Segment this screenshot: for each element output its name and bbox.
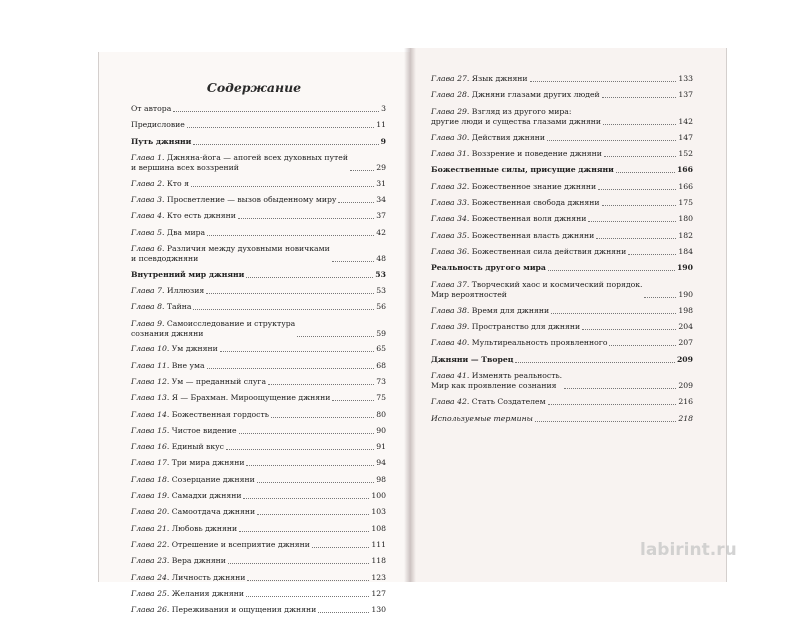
- toc-chapter-label: Глава 32.: [431, 181, 470, 191]
- toc-page-number: 80: [376, 409, 386, 419]
- toc-entry-text: [131, 589, 244, 599]
- toc-leader-dots: [530, 81, 677, 82]
- toc-title: Содержание: [206, 80, 302, 95]
- toc-entry: [131, 302, 386, 312]
- toc-entry-text: [131, 286, 204, 296]
- toc-page-number: 123: [371, 572, 386, 582]
- toc-entry: [131, 244, 386, 264]
- toc-chapter-label: Глава 30.: [431, 132, 470, 142]
- toc-entry: [431, 198, 693, 208]
- toc-entry: [431, 149, 693, 159]
- toc-page-number: 59: [376, 328, 386, 338]
- toc-entry-text: [431, 414, 533, 424]
- toc-entry-text: [431, 198, 600, 208]
- toc-entry: [131, 153, 386, 173]
- toc-leader-dots: [547, 140, 676, 141]
- watermark: labirint.ru: [640, 540, 737, 560]
- toc-page-number: 182: [678, 230, 693, 240]
- toc-entry-title: Кто есть джняни: [166, 211, 236, 221]
- toc-entry-text: [131, 179, 189, 189]
- toc-leader-dots: [332, 261, 374, 262]
- toc-page-number: 147: [678, 132, 693, 142]
- toc-leader-dots: [206, 293, 374, 294]
- toc-section: [131, 270, 386, 280]
- toc-entry-text: [431, 306, 549, 316]
- toc-entry-text: [131, 377, 266, 387]
- toc-entry: [131, 540, 386, 550]
- toc-entry: [431, 231, 693, 241]
- toc-leader-dots: [616, 172, 675, 173]
- toc-chapter-label: Глава 29.: [431, 106, 470, 116]
- toc-entry-text: [431, 149, 602, 159]
- toc-entry: [131, 475, 386, 485]
- toc-page-number: 31: [376, 178, 386, 188]
- toc-page-number: 190: [676, 263, 693, 273]
- toc-chapter-label: Глава 28.: [431, 90, 470, 100]
- toc-entry-text: [131, 605, 316, 615]
- toc-leader-dots: [193, 144, 378, 145]
- toc-entry-title: Личность джняни: [171, 572, 246, 582]
- toc-entry-title: Переживания и ощущения джняни: [171, 605, 317, 615]
- toc-entry-text: [131, 211, 236, 221]
- toc-entry: [131, 442, 386, 452]
- toc-chapter-label: Глава 34.: [431, 214, 470, 224]
- toc-leader-dots: [602, 97, 677, 98]
- toc-entry-title: Путь джняни: [131, 136, 192, 146]
- toc-entry: [131, 319, 386, 339]
- toc-page-number: 166: [678, 181, 693, 191]
- toc-section: [431, 165, 693, 175]
- toc-entry-title: Джняни глазами других людей: [471, 90, 600, 100]
- toc-chapter-label: Глава 18.: [131, 474, 170, 484]
- toc-entry-text: [431, 322, 580, 332]
- toc-page-number: 9: [380, 136, 386, 146]
- toc-chapter-label: Глава 40.: [431, 338, 470, 348]
- toc-chapter-label: Глава 4.: [131, 211, 165, 221]
- toc-entry-title: Пространство для джняни: [471, 322, 581, 332]
- toc-page-number: 175: [678, 198, 693, 208]
- toc-leader-dots: [609, 345, 676, 346]
- toc-entry: [431, 247, 693, 257]
- toc-page-number: 216: [678, 397, 693, 407]
- toc-page-number: 53: [376, 285, 386, 295]
- toc-leader-dots: [239, 531, 369, 532]
- toc-leader-dots: [604, 156, 676, 157]
- toc-page-number: 68: [376, 360, 386, 370]
- toc-entry-title: Тайна: [166, 302, 192, 312]
- toc-leader-dots: [187, 127, 374, 128]
- toc-chapter-label: Глава 23.: [131, 556, 170, 566]
- toc-page-number: 133: [678, 74, 693, 83]
- toc-entry: [131, 377, 386, 387]
- toc-page-number: 53: [375, 269, 386, 279]
- toc-entry-text: [131, 195, 336, 205]
- toc-entry-text: [431, 247, 626, 257]
- toc-entry-title: Божественная власть джняни: [471, 230, 595, 240]
- toc-chapter-label: Глава 33.: [431, 198, 470, 208]
- toc-entry-text: [131, 410, 269, 420]
- toc-entry: [431, 182, 693, 192]
- toc-entry-title: Самоотдача джняни: [171, 507, 256, 517]
- toc-leader-dots: [193, 309, 374, 310]
- toc-leader-dots: [338, 202, 374, 203]
- toc-entry-text: [431, 263, 546, 273]
- toc-entry-text: [131, 319, 295, 339]
- toc-entry: [131, 195, 386, 205]
- toc-entry-title: Воззрение и поведение джняни: [471, 149, 602, 159]
- toc-leader-dots: [207, 235, 374, 236]
- toc-entry: [131, 104, 386, 114]
- toc-entry-title: Предисловие: [131, 120, 185, 130]
- toc-entry: [431, 107, 693, 127]
- toc-entry-title: Мультиреальность проявленного: [471, 338, 608, 348]
- toc-chapter-label: Глава 21.: [131, 523, 170, 533]
- toc-entry: [131, 458, 386, 468]
- toc-chapter-label: Глава 35.: [431, 230, 470, 240]
- toc-leader-dots: [226, 449, 374, 450]
- toc-entry: [431, 397, 693, 407]
- toc-chapter-label: Глава 42.: [431, 397, 470, 407]
- toc-entry-title: Различия между духовными новичками и псевдоджняни: [131, 243, 330, 263]
- toc-page-number: 56: [376, 302, 386, 312]
- toc-entry: [131, 179, 386, 189]
- toc-leader-dots: [548, 404, 677, 405]
- toc-leader-dots: [191, 186, 374, 187]
- toc-entry-text: [131, 153, 348, 173]
- toc-leader-dots: [243, 498, 369, 499]
- toc-entry-text: [431, 107, 601, 127]
- toc-chapter-label: Глава 20.: [131, 507, 170, 517]
- toc-page-number: 108: [371, 523, 386, 533]
- toc-entry-text: [131, 270, 244, 280]
- toc-entry: [431, 306, 693, 316]
- toc-chapter-label: Глава 19.: [131, 491, 170, 501]
- toc-chapter-label: Глава 38.: [431, 305, 470, 315]
- toc-page-number: 98: [376, 474, 386, 484]
- toc-leader-dots: [644, 297, 676, 298]
- toc-entry: [131, 589, 386, 599]
- toc-entry-title: Реальность другого мира: [431, 263, 546, 273]
- toc-entry-title: Божественные силы, присущие джняни: [431, 165, 614, 175]
- toc-chapter-label: Глава 1.: [131, 152, 165, 162]
- toc-chapter-label: Глава 9.: [131, 318, 165, 328]
- toc-entry-title: Любовь джняни: [171, 523, 238, 533]
- toc-chapter-label: Глава 2.: [131, 178, 165, 188]
- toc-entry-title: Чистое видение: [171, 425, 237, 435]
- toc-entry-title: Желания джняни: [171, 588, 244, 598]
- toc-entry-title: Стать Создателем: [471, 397, 546, 407]
- toc-leader-dots: [173, 111, 379, 112]
- toc-page-number: 142: [678, 116, 693, 126]
- toc-entry: [131, 393, 386, 403]
- toc-entry-title: Божественная гордость: [171, 409, 269, 419]
- toc-entry-title: Божественная сила действия джняни: [471, 246, 627, 256]
- toc-entry: [131, 556, 386, 566]
- toc-entry-text: [131, 573, 245, 583]
- toc-entry: [131, 507, 386, 517]
- toc-entry: [431, 90, 693, 100]
- toc-page-number: 209: [676, 354, 693, 364]
- toc-entry-text: [131, 104, 171, 114]
- toc-page-number: 166: [676, 165, 693, 175]
- toc-entry-text: [431, 74, 528, 84]
- toc-chapter-label: Глава 10.: [131, 344, 170, 354]
- toc-entry: [131, 228, 386, 238]
- toc-leader-dots: [602, 205, 677, 206]
- toc-chapter-label: Глава 14.: [131, 409, 170, 419]
- toc-entry-text: [431, 182, 596, 192]
- toc-entry-title: Время для джняни: [471, 305, 550, 315]
- toc-entry-title: Божественная воля джняни: [471, 214, 587, 224]
- toc-page-number: 198: [678, 305, 693, 315]
- toc-entry-text: [431, 397, 546, 407]
- toc-entry-text: [431, 133, 545, 143]
- toc-chapter-label: Глава 8.: [131, 302, 165, 312]
- toc-page-number: 111: [371, 539, 386, 549]
- toc-entry-title: Вне ума: [171, 360, 205, 370]
- toc-leader-dots: [268, 384, 374, 385]
- toc-entry-text: [431, 214, 586, 224]
- toc-chapter-label: Глава 41.: [431, 371, 470, 381]
- toc-entry-text: [131, 137, 191, 147]
- toc-entry-text: [131, 361, 205, 371]
- toc-leader-dots: [350, 170, 374, 171]
- toc-leader-dots: [246, 596, 369, 597]
- toc-entry-text: [131, 344, 218, 354]
- toc-entry-text: [131, 302, 191, 312]
- toc-right-list: [431, 74, 693, 430]
- toc-leader-dots: [297, 336, 374, 337]
- toc-page-number: 65: [376, 344, 386, 354]
- toc-page-number: 130: [371, 605, 386, 615]
- toc-entry: [131, 491, 386, 501]
- toc-leader-dots: [271, 417, 374, 418]
- toc-leader-dots: [318, 612, 369, 613]
- toc-leader-dots: [535, 421, 676, 422]
- toc-entry: [131, 211, 386, 221]
- toc-entry: [131, 410, 386, 420]
- toc-chapter-label: Глава 24.: [131, 572, 170, 582]
- toc-leader-dots: [246, 465, 374, 466]
- toc-page-number: 37: [376, 211, 386, 221]
- toc-entry-text: [131, 393, 330, 403]
- toc-entry-text: [431, 280, 642, 300]
- toc-entry-text: [131, 507, 255, 517]
- toc-entry-text: [431, 90, 600, 100]
- toc-leader-dots: [582, 329, 676, 330]
- toc-leader-dots: [598, 189, 676, 190]
- toc-entry-title: Используемые термины: [431, 413, 533, 423]
- toc-entry-title: Ум — преданный слуга: [171, 376, 267, 386]
- toc-page-number: 118: [371, 556, 386, 566]
- toc-page-number: 73: [376, 376, 386, 386]
- toc-leader-dots: [332, 400, 374, 401]
- toc-page-number: 137: [678, 90, 693, 100]
- toc-entry-text: [131, 442, 224, 452]
- toc-page-number: 204: [678, 322, 693, 332]
- toc-entry-title: Джняна-йога — апогей всех духовных путей и вершина всех воззрений: [131, 152, 348, 172]
- toc-entry-title: Ум джняни: [171, 344, 218, 354]
- toc-leader-dots: [220, 351, 374, 352]
- toc-entry: [431, 322, 693, 332]
- toc-entry: [431, 214, 693, 224]
- toc-entry-text: [131, 540, 310, 550]
- toc-chapter-label: Глава 3.: [131, 194, 165, 204]
- toc-entry-title: Три мира джняни: [171, 458, 245, 468]
- toc-leader-dots: [564, 388, 676, 389]
- toc-entry-title: Просветление — вызов обыденному миру: [166, 194, 337, 204]
- toc-chapter-label: Глава 15.: [131, 425, 170, 435]
- toc-entry-text: [131, 426, 237, 436]
- toc-entry-title: Единый вкус: [171, 442, 224, 452]
- toc-entry: [431, 280, 693, 300]
- toc-entry: [431, 74, 693, 84]
- toc-entry-text: [131, 244, 330, 264]
- toc-page-number: 100: [371, 491, 386, 501]
- toc-left-list: [131, 104, 386, 621]
- toc-entry-title: Два мира: [166, 227, 206, 237]
- toc-page-number: 94: [376, 458, 386, 468]
- toc-entry: [131, 524, 386, 534]
- toc-chapter-label: Глава 31.: [431, 149, 470, 159]
- toc-leader-dots: [596, 238, 676, 239]
- toc-chapter-label: Глава 37.: [431, 279, 470, 289]
- toc-chapter-label: Глава 11.: [131, 360, 170, 370]
- toc-section: [131, 137, 386, 147]
- toc-entry: [131, 344, 386, 354]
- toc-entry-title: Взгляд из другого мира: другие люди и существа глазами джняни: [431, 106, 602, 126]
- toc-entry-text: [431, 371, 562, 391]
- toc-entry-text: [431, 355, 513, 365]
- toc-entry-title: Созерцание джняни: [171, 474, 255, 484]
- toc-leader-dots: [246, 277, 373, 278]
- toc-entry-text: [131, 491, 241, 501]
- toc-section: [431, 263, 693, 273]
- toc-entry-title: Божественная свобода джняни: [471, 198, 600, 208]
- toc-entry-text: [431, 165, 614, 175]
- toc-entry-title: Я — Брахман. Мироощущение джняни: [171, 393, 331, 403]
- toc-chapter-label: Глава 39.: [431, 322, 470, 332]
- toc-chapter-label: Глава 26.: [131, 605, 170, 615]
- toc-leader-dots: [247, 580, 369, 581]
- toc-leader-dots: [603, 124, 676, 125]
- toc-page-number: 48: [376, 253, 386, 263]
- toc-entry-text: [131, 228, 205, 238]
- toc-entry: [131, 286, 386, 296]
- toc-leader-dots: [551, 313, 676, 314]
- toc-leader-dots: [239, 433, 375, 434]
- toc-chapter-label: Глава 27.: [431, 74, 470, 83]
- toc-entry: [131, 120, 386, 130]
- toc-page-number: 75: [376, 393, 386, 403]
- toc-leader-dots: [257, 514, 369, 515]
- toc-leader-dots: [548, 270, 675, 271]
- toc-entry: [431, 133, 693, 143]
- toc-page-number: 91: [376, 442, 386, 452]
- toc-page-number: 3: [381, 104, 386, 113]
- toc-entry: [431, 414, 693, 424]
- toc-page-number: 103: [371, 507, 386, 517]
- toc-entry: [131, 361, 386, 371]
- toc-entry-title: Джняни — Творец: [431, 354, 514, 364]
- toc-entry-title: Божественное знание джняни: [471, 181, 597, 191]
- toc-entry-title: От автора: [131, 104, 172, 113]
- toc-entry: [131, 605, 386, 615]
- toc-section: [431, 355, 693, 365]
- toc-page-number: 218: [678, 413, 693, 423]
- toc-entry-title: Действия джняни: [471, 132, 546, 142]
- toc-entry-title: Самадхи джняни: [171, 491, 242, 501]
- toc-leader-dots: [628, 254, 676, 255]
- toc-chapter-label: Глава 17.: [131, 458, 170, 468]
- toc-page-number: 29: [376, 162, 386, 172]
- toc-entry-text: [131, 556, 226, 566]
- toc-page-number: 207: [678, 338, 693, 348]
- toc-entry-title: Иллюзия: [166, 285, 205, 295]
- toc-chapter-label: Глава 25.: [131, 588, 170, 598]
- toc-chapter-label: Глава 6.: [131, 243, 165, 253]
- toc-page-number: 34: [376, 194, 386, 204]
- toc-leader-dots: [312, 547, 369, 548]
- toc-chapter-label: Глава 36.: [431, 246, 470, 256]
- toc-entry-title: Творческий хаос и космический порядок. Мир вероятностей: [431, 279, 643, 299]
- toc-chapter-label: Глава 16.: [131, 442, 170, 452]
- toc-chapter-label: Глава 13.: [131, 393, 170, 403]
- toc-entry: [431, 338, 693, 348]
- toc-chapter-label: Глава 22.: [131, 539, 170, 549]
- toc-chapter-label: Глава 5.: [131, 227, 165, 237]
- toc-chapter-label: Глава 12.: [131, 376, 170, 386]
- toc-page-number: 184: [678, 246, 693, 256]
- toc-page-number: 180: [678, 214, 693, 224]
- book-gutter: [404, 48, 416, 582]
- toc-chapter-label: Глава 7.: [131, 285, 165, 295]
- toc-entry-text: [131, 120, 185, 130]
- toc-leader-dots: [238, 218, 374, 219]
- toc-leader-dots: [257, 482, 374, 483]
- toc-entry-title: Самоисследование и структура сознания джняни: [131, 318, 296, 338]
- toc-leader-dots: [207, 368, 375, 369]
- toc-leader-dots: [588, 221, 676, 222]
- toc-leader-dots: [515, 362, 675, 363]
- toc-page-number: 209: [678, 381, 693, 391]
- toc-page-number: 127: [371, 588, 386, 598]
- toc-entry-title: Кто я: [166, 178, 189, 188]
- toc-page-number: 42: [376, 227, 386, 237]
- toc-entry: [131, 426, 386, 436]
- toc-entry-title: Язык джняни: [471, 74, 528, 83]
- toc-page-number: 152: [678, 149, 693, 159]
- toc-entry-text: [431, 231, 594, 241]
- toc-leader-dots: [228, 563, 369, 564]
- toc-entry-title: Вера джняни: [171, 556, 226, 566]
- toc-entry: [431, 371, 693, 391]
- toc-entry-text: [131, 458, 244, 468]
- toc-entry-text: [131, 475, 255, 485]
- toc-page-number: 90: [376, 425, 386, 435]
- toc-entry-text: [431, 338, 607, 348]
- toc-entry-title: Отрешение и всеприятие джняни: [171, 539, 310, 549]
- toc-entry: [131, 573, 386, 583]
- toc-page-number: 11: [376, 120, 386, 130]
- toc-entry-text: [131, 524, 237, 534]
- toc-entry-title: Внутренний мир джняни: [131, 269, 245, 279]
- toc-entry-title: Изменять реальность. Мир как проявление сознания: [431, 371, 563, 391]
- toc-page-number: 190: [678, 289, 693, 299]
